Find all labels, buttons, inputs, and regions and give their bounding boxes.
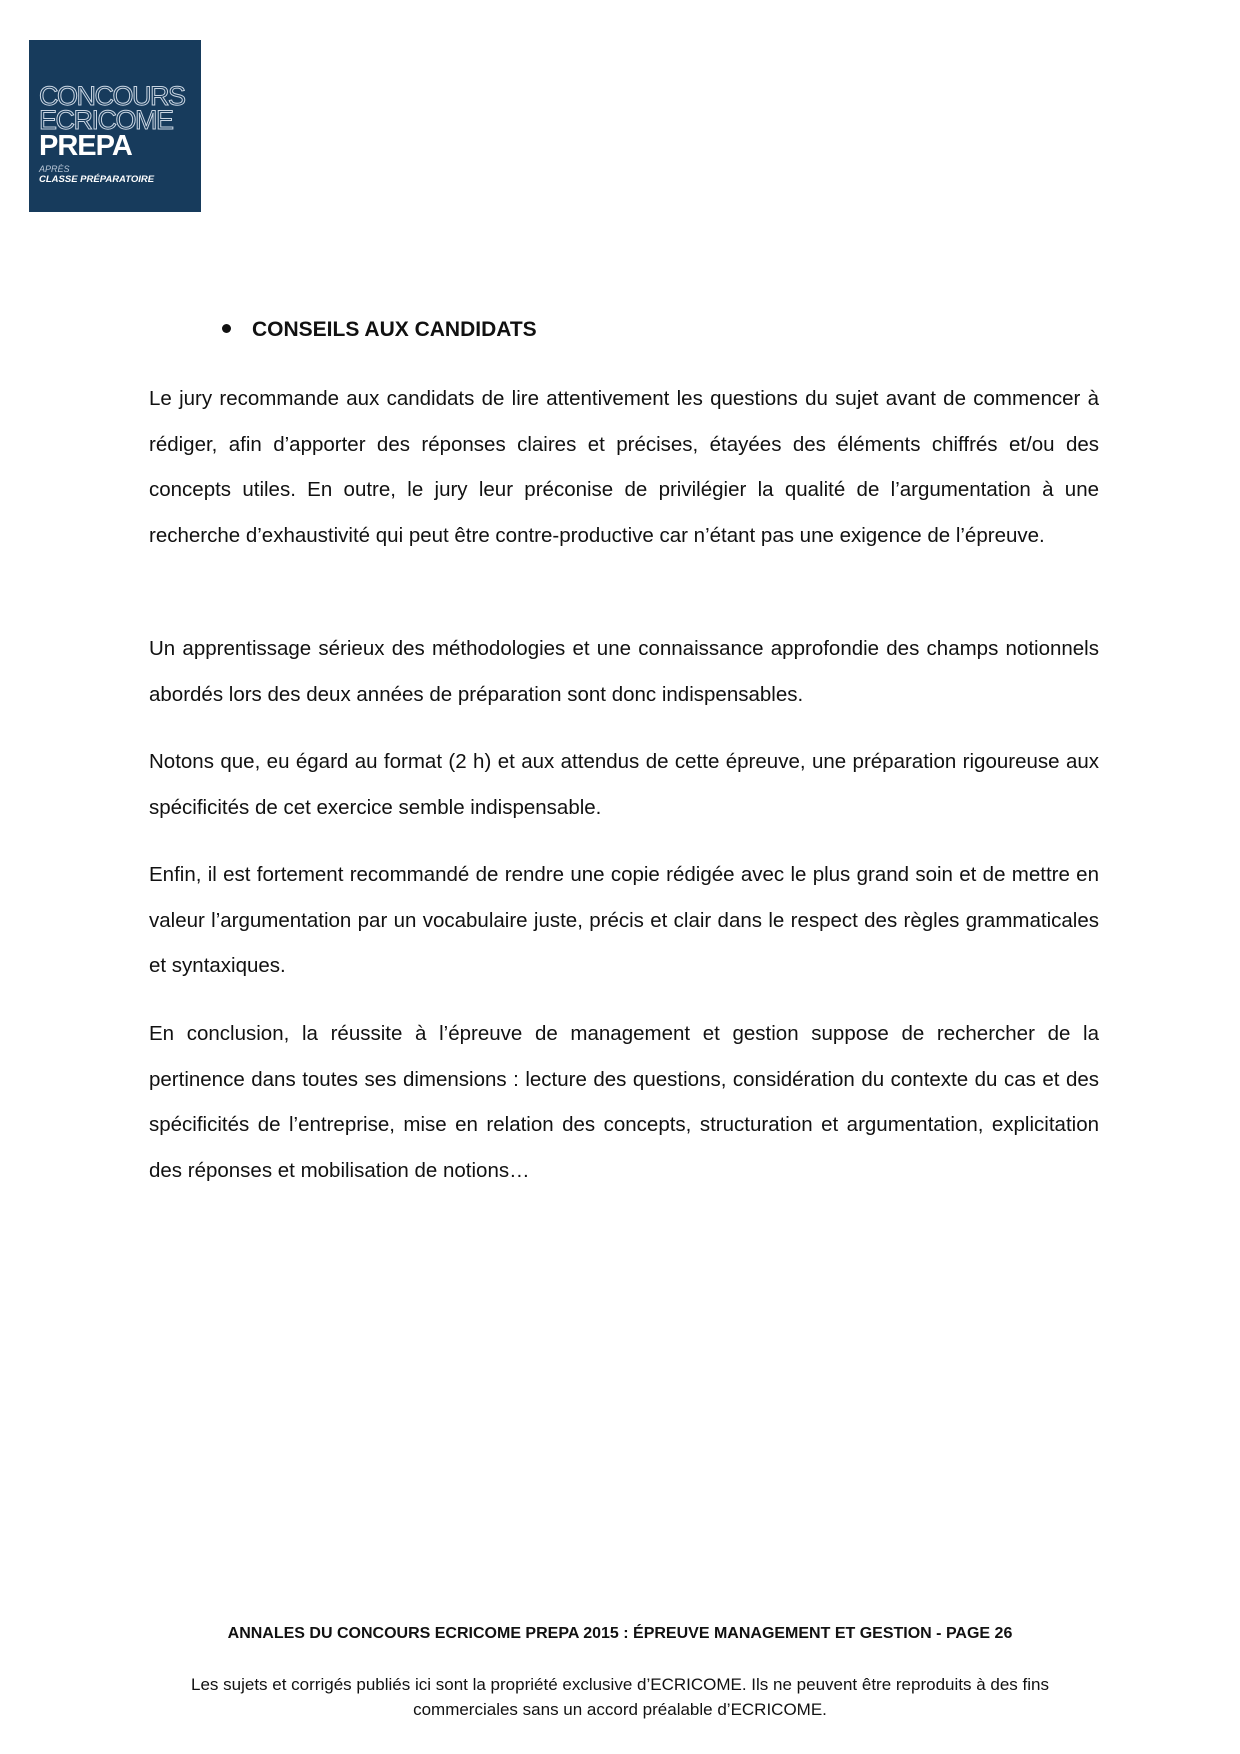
logo-line-ecricome: ECRICOME xyxy=(39,105,173,135)
footer-copyright-note: Les sujets et corrigés publiés ici sont la propriété exclusive d’ECRICOME. Ils ne peuvent être reproduits à des fins commerciales sans un accord préalable d’ECRICOME. xyxy=(191,1675,1049,1719)
logo-line-concours: CONCOURS xyxy=(39,81,185,111)
paragraph-conclusion: En conclusion, la réussite à l’épreuve de management et gestion suppose de rechercher de la pertinence dans toutes ses dimensions : lecture des questions, considération du contexte du cas et des spécificités de l’entreprise, mise en relation des concepts, structuration et argumentation, explicitation des réponses et mobilisation de notions… xyxy=(149,1022,1099,1182)
paragraph-format: Notons que, eu égard au format (2 h) et aux attendus de cette épreuve, une préparation rigoureuse aux spécificités de cet exercice semble indispensable. xyxy=(149,750,1099,819)
logo-line-classe-preparatoire: CLASSE PRÉPARATOIRE xyxy=(39,174,155,185)
bullet-dot-icon xyxy=(222,324,231,333)
paragraph-methodologies: Un apprentissage sérieux des méthodologies et une connaissance approfondie des champs notionnels abordés lors des deux années de préparation sont donc indispensables. xyxy=(149,637,1099,706)
footer-title: ANNALES DU CONCOURS ECRICOME PREPA 2015 : ÉPREUVE MANAGEMENT ET GESTION - PAGE 26 xyxy=(227,1625,1013,1642)
ecricome-prepa-logo xyxy=(29,40,201,212)
paragraph-jury-recommendation: Le jury recommande aux candidats de lire attentivement les questions du sujet avant de commencer à rédiger, afin d’apporter des réponses claires et précises, étayées des éléments chiffrés et/ou des concepts utiles. En outre, le jury leur préconise de privilégier la qualité de l’argumentation à une recherche d’exhaustivité qui peut être contre-productive car n’étant pas une exigence de l’épreuve. xyxy=(149,387,1099,547)
section-heading: CONSEILS AUX CANDIDATS xyxy=(252,318,537,341)
paragraph-copy-care: Enfin, il est fortement recommandé de rendre une copie rédigée avec le plus grand soin et de mettre en valeur l’argumentation par un vocabulaire juste, précis et clair dans le respect des règles grammaticales et syntaxiques. xyxy=(149,863,1099,977)
logo-line-prepa: PREPA xyxy=(39,130,132,162)
logo-line-apres: APRÈS xyxy=(39,164,70,174)
